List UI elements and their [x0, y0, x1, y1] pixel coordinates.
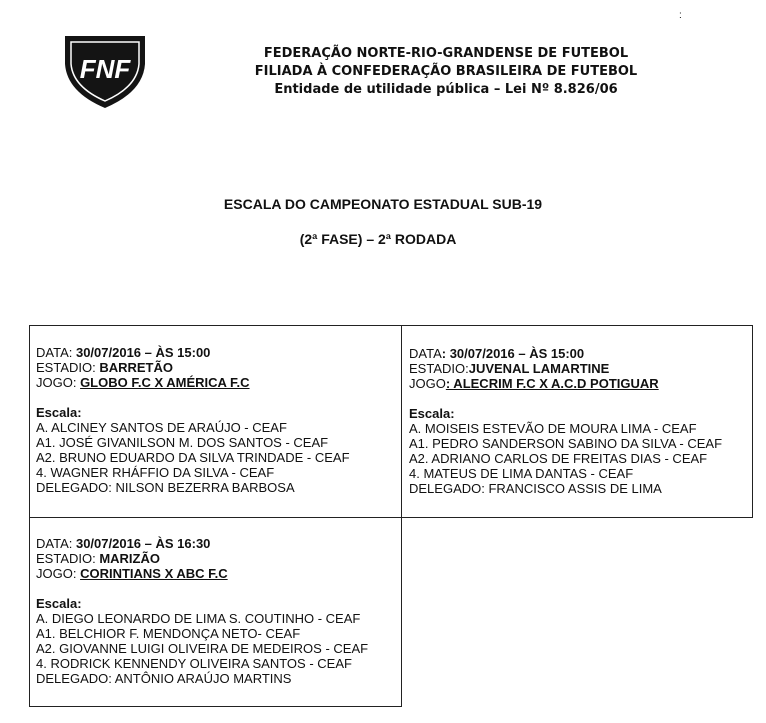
game-match: JOGO: ALECRIM F.C X A.C.D POTIGUAR — [409, 376, 659, 391]
game-match: JOGO: CORINTIANS X ABC F.C — [36, 566, 228, 581]
referee-a: A. DIEGO LEONARDO DE LIMA S. COUTINHO - CEAF — [36, 611, 361, 626]
game-date: DATA: 30/07/2016 – ÀS 15:00 — [36, 345, 211, 360]
referee-a: A. MOISEIS ESTEVÃO DE MOURA LIMA - CEAF — [409, 421, 697, 436]
game-stadium: ESTADIO: BARRETÃO — [36, 360, 173, 375]
game-date: DATA: 30/07/2016 – ÀS 15:00 — [409, 346, 585, 361]
referee-4: 4. MATEUS DE LIMA DANTAS - CEAF — [409, 466, 634, 481]
logo-text: FNF — [79, 54, 131, 84]
federation-affiliation: FILIADA À CONFEDERAÇÃO BRASILEIRA DE FUTEBOL — [254, 64, 638, 79]
document-subtitle: (2ª FASE) – 2ª RODADA — [299, 231, 457, 247]
referee-a2: A2. BRUNO EDUARDO DA SILVA TRINDADE - CEAF — [36, 450, 350, 465]
game-match: JOGO: GLOBO F.C X AMÉRICA F.C — [36, 375, 250, 390]
escala-label: Escala: — [36, 405, 82, 420]
referee-4: 4. RODRICK KENNENDY OLIVEIRA SANTOS - CEAF — [36, 656, 352, 671]
referee-a1: A1. JOSÉ GIVANILSON M. DOS SANTOS - CEAF — [36, 435, 329, 450]
game-stadium: ESTADIO: MARIZÃO — [36, 551, 160, 566]
escala-label: Escala: — [36, 596, 82, 611]
referee-a1: A1. PEDRO SANDERSON SABINO DA SILVA - CEAF — [409, 436, 723, 451]
federation-law: Entidade de utilidade pública – Lei Nº 8.826/06 — [274, 82, 618, 97]
referee-a1: A1. BELCHIOR F. MENDONÇA NETO- CEAF — [36, 626, 301, 641]
referee-a: A. ALCINEY SANTOS DE ARAÚJO - CEAF — [36, 420, 287, 435]
game-card-3 — [29, 517, 402, 707]
referee-4: 4. WAGNER RHÁFFIO DA SILVA - CEAF — [36, 465, 275, 480]
delegado: DELEGADO: ANTÔNIO ARAÚJO MARTINS — [36, 671, 292, 686]
federation-name: FEDERAÇÃO NORTE-RIO-GRANDENSE DE FUTEBOL — [263, 46, 629, 61]
game-stadium: ESTADIO:JUVENAL LAMARTINE — [409, 361, 610, 376]
referee-a2: A2. GIOVANNE LUIGI OLIVEIRA DE MEDEIROS - CEAF — [36, 641, 369, 656]
delegado: DELEGADO: FRANCISCO ASSIS DE LIMA — [409, 481, 662, 496]
referee-a2: A2. ADRIANO CARLOS DE FREITAS DIAS - CEAF — [409, 451, 708, 466]
game-card-2 — [401, 325, 753, 518]
federation-header — [246, 45, 646, 99]
escala-label: Escala: — [409, 406, 455, 421]
game-date: DATA: 30/07/2016 – ÀS 16:30 — [36, 536, 211, 551]
game-card-1 — [29, 325, 402, 518]
document-title: ESCALA DO CAMPEONATO ESTADUAL SUB-19 — [223, 196, 543, 212]
corner-mark: : — [679, 10, 682, 21]
fnf-logo — [63, 34, 147, 110]
delegado: DELEGADO: NILSON BEZERRA BARBOSA — [36, 480, 295, 495]
